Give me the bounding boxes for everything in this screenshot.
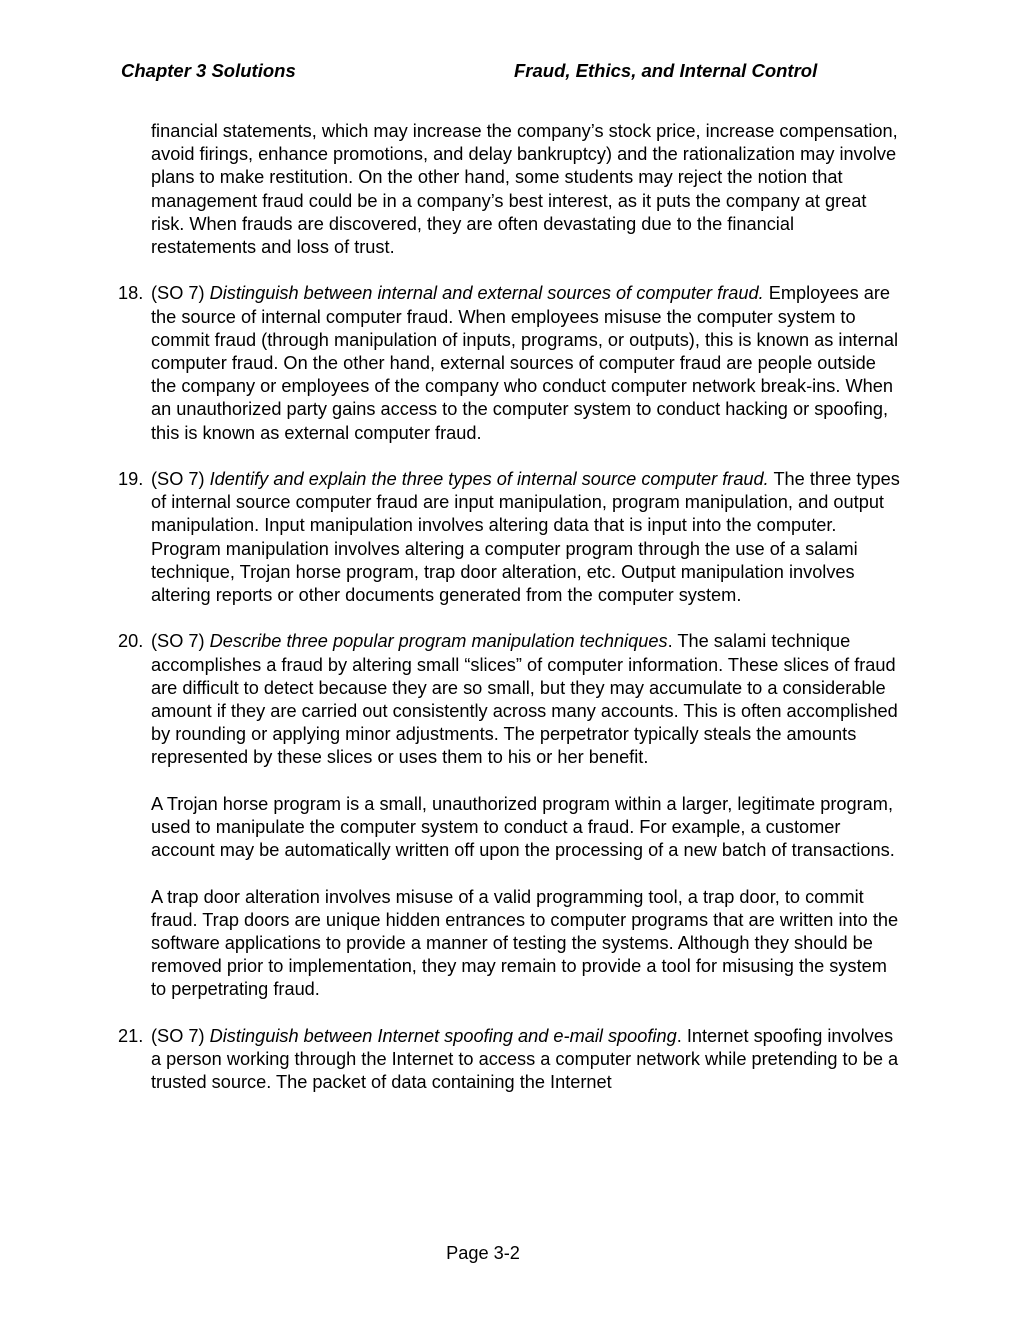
question-title: Describe three popular program manipulation techniques xyxy=(209,631,668,652)
question-title: Distinguish between internal and external sources of computer fraud. xyxy=(209,283,764,304)
intro-paragraph: financial statements, which may increase the company’s stock price, increase compensation, avoid firings, enhance promotions, and delay bankruptcy) and the rationalization may involve plans to make restitution. On the other hand, some students may reject the notion that management fraud could be in a company’s best interest, as it puts the company at great risk. When frauds are discovered, they are often devastating due to the financial restatements and loss of trust. xyxy=(151,121,898,258)
page-number: Page 3-2 xyxy=(446,1243,520,1263)
header-section-title: Fraud, Ethics, and Internal Control xyxy=(514,60,818,81)
question-answer: The three types of internal source computer fraud are input manipulation, program manipulation, and output manipulation. Input manipulation involves altering data that is input into the computer. Program manipulation involves altering a computer program through the use of a salami technique, Trojan horse program, trap door alteration, etc. Output manipulation involves altering reports or other documents generated from the computer system. xyxy=(151,469,900,606)
page-footer xyxy=(0,1243,1024,1264)
question-answer: . The salami technique accomplishes a fraud by altering small “slices” of computer information. These slices of fraud are difficult to detect because they are so small, but they may accumulate to a considerable amount if they are carried out consistently across many accounts. This is often accomplished by rounding or applying minor adjustments. The perpetrator typically steals the amounts represented by these slices or uses them to his or her benefit. xyxy=(151,631,898,768)
question-19 xyxy=(118,468,901,607)
question-18 xyxy=(118,282,901,444)
question-number: 19. xyxy=(118,469,144,490)
document-body xyxy=(118,120,901,1118)
question-20 xyxy=(118,630,901,769)
trojan-horse-paragraph: A Trojan horse program is a small, unauthorized program within a larger, legitimate program, used to manipulate the computer system to conduct a fraud. For example, a customer account may be automatically written off upon the processing of a new batch of transactions. xyxy=(151,793,895,861)
question-number: 18. xyxy=(118,283,144,304)
question-title: Identify and explain the three types of internal source computer fraud. xyxy=(209,469,769,490)
page-header xyxy=(121,60,881,86)
question-tag: (SO 7) xyxy=(151,631,205,652)
question-title: Distinguish between Internet spoofing and e-mail spoofing xyxy=(209,1025,677,1046)
question-number: 21. xyxy=(118,1025,144,1046)
question-tag: (SO 7) xyxy=(151,469,205,490)
trap-door-paragraph: A trap door alteration involves misuse of a valid programming tool, a trap door, to commit fraud. Trap doors are unique hidden entrances to computer programs that are written into the software applications to provide a manner of testing the systems. Although they should be removed prior to implementation, they may remain to provide a tool for misusing the system to perpetrating fraud. xyxy=(151,886,899,1000)
question-number: 20. xyxy=(118,631,144,652)
question-tag: (SO 7) xyxy=(151,283,205,304)
header-chapter-title: Chapter 3 Solutions xyxy=(121,60,296,81)
question-answer: . Internet spoofing involves a person working through the Internet to access a computer network while pretending to be a trusted source. The packet of data containing the Internet xyxy=(151,1025,899,1093)
question-answer: Employees are the source of internal computer fraud. When employees misuse the computer system to commit fraud (through manipulation of inputs, programs, or outputs), this is known as internal computer fraud. On the other hand, external sources of computer fraud are people outside the company or employees of the company who conduct computer network break-ins. When an unauthorized party gains access to the computer system to conduct hacking or spoofing, this is known as external computer fraud. xyxy=(151,283,899,443)
question-21 xyxy=(118,1025,901,1095)
question-tag: (SO 7) xyxy=(151,1025,205,1046)
